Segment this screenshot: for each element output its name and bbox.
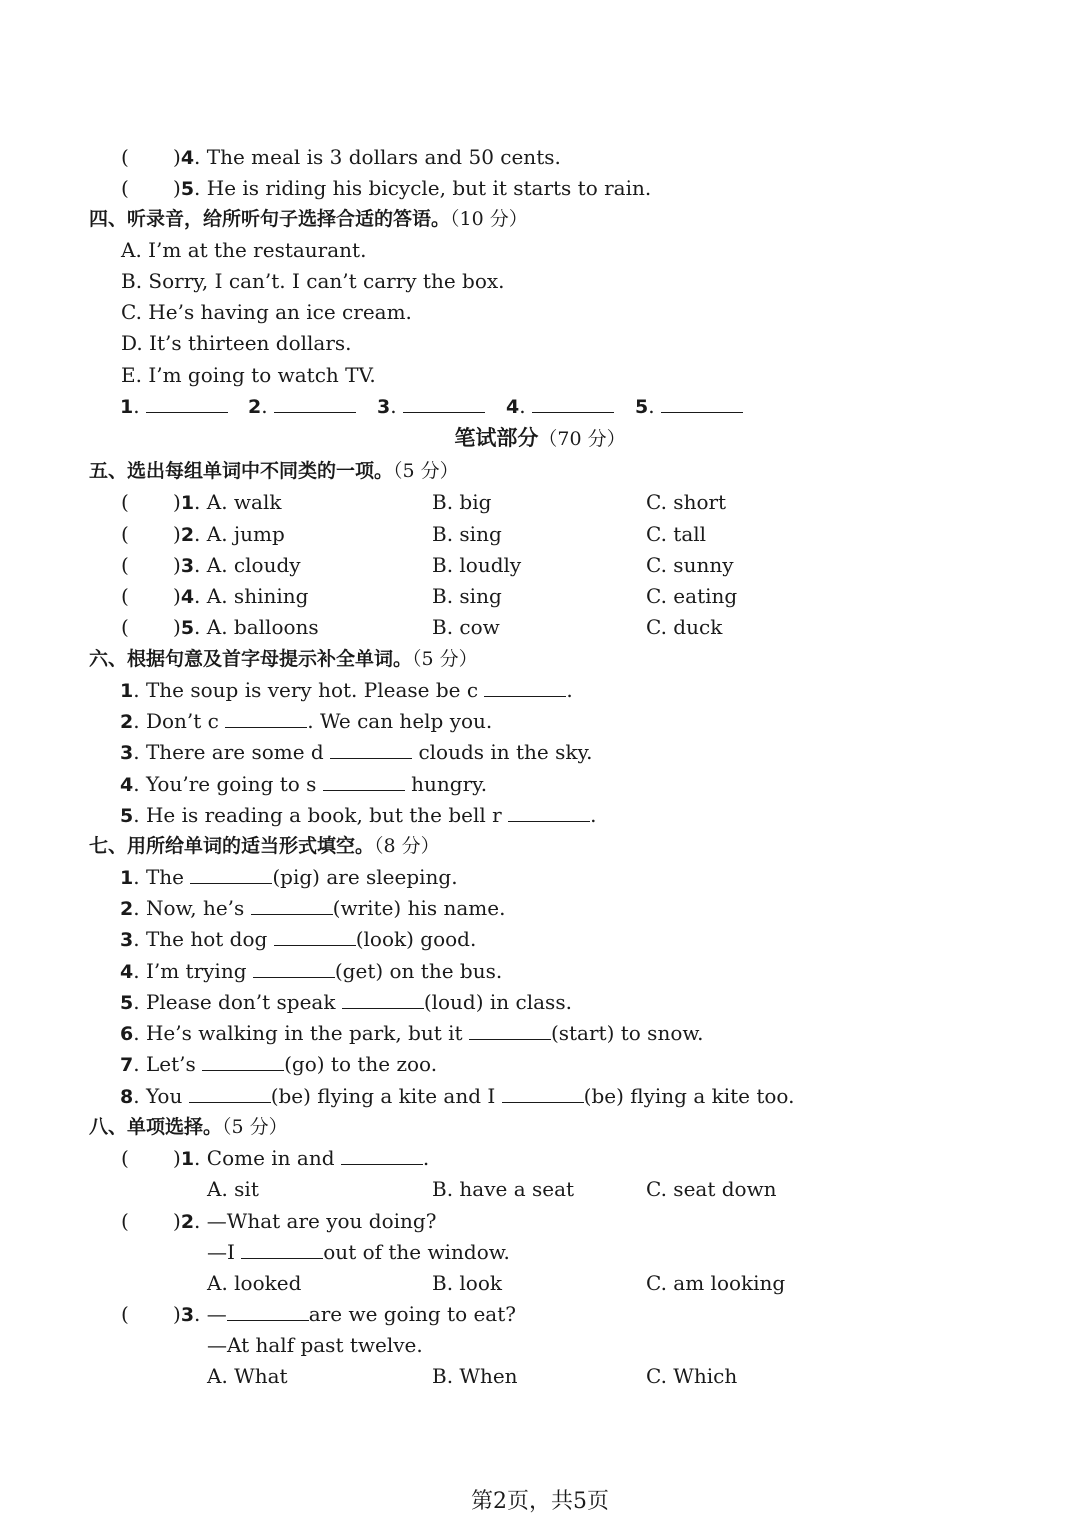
option-b: B. sing [432,522,502,546]
question-text-end: (start) to snow. [550,1021,704,1045]
option-a: A. jump [206,522,285,546]
answer-number: 1 [120,396,134,418]
fill-question: 2. Don’t c . We can help you. [120,709,493,733]
blank-line[interactable] [508,803,590,822]
fill-question: 1. The (pig) are sleeping. [120,865,458,889]
question-number: 5 [180,178,195,200]
question-row: ( )1. A. walk [121,490,282,514]
question-text-end: . [590,803,597,827]
question-line2 [207,1240,510,1264]
question-text-end: are we going to eat? [308,1302,516,1326]
question-text-end: (pig) are sleeping. [272,865,458,889]
question-text: Come in and [206,1146,335,1170]
section-heading-text: 七、用所给单词的适当形式填空。 [89,835,375,857]
blank-line [661,394,743,413]
question-text-end: out of the window. [323,1240,510,1264]
blank-line[interactable] [469,1021,551,1040]
answer-number: 2 [248,396,262,418]
question-text: The [145,865,185,889]
option-a: A. balloons [206,615,319,639]
question-number: 2 [120,711,134,733]
question-text: The meal is 3 dollars and 50 cents. [206,145,561,169]
question-number: 2 [120,898,134,920]
answer-option: B. Sorry, I can’t. I can’t carry the box. [121,269,505,293]
fill-question: 4. I’m trying (get) on the bus. [120,959,503,983]
part-title-text: 笔试部分 [454,426,539,450]
option-c: C. seat down [646,1177,777,1201]
section-points: （5 分） [393,460,459,482]
option-b: B. cow [432,615,500,639]
question-number: 4 [180,147,195,169]
fill-question: 6. He’s walking in the park, but it (start) to snow. [120,1021,704,1045]
blank-line[interactable] [323,772,405,791]
question-number: 6 [120,1023,134,1045]
option-b: B. big [432,490,492,514]
fill-question: 3. There are some d clouds in the sky. [120,740,593,764]
blank-line[interactable] [227,1302,309,1321]
section-heading [89,207,528,231]
section-heading-text: 五、选出每组单词中不同类的一项。 [89,460,394,482]
answer-option: D. It’s thirteen dollars. [121,331,352,355]
section-points: （5 分） [222,1116,288,1138]
section-heading-text: 六、根据句意及首字母提示补全单词。 [89,648,413,670]
question-text: I’m trying [145,959,247,983]
question-text: He is riding his bicycle, but it starts to rain. [206,176,652,200]
option-b: B. loudly [432,553,522,577]
answer-option: A. I’m at the restaurant. [121,238,367,262]
option-a: A. What [207,1364,288,1388]
page-footer: 第2页，共5页 [471,1489,609,1514]
blank-line[interactable] [342,990,424,1009]
question-number: 1 [120,867,134,889]
section-heading-text: 四、听录音，给所听句子选择合适的答语。 [89,208,451,230]
answer-blank-5[interactable]: 5. [635,394,743,419]
fill-question: 3. The hot dog (look) good. [120,927,477,951]
answer-number: 5 [635,396,649,418]
question-number: 1 [120,680,134,702]
blank-line [274,394,356,413]
answer-number: 4 [506,396,520,418]
question-text: — [206,1302,227,1326]
fill-question: 1. The soup is very hot. Please be c . [120,678,573,702]
question-text-end: . [566,678,573,702]
blank-line[interactable] [241,1240,323,1259]
answer-number: 3 [377,396,391,418]
section-points: （8 分） [374,835,440,857]
blank-line[interactable] [502,1084,584,1103]
answer-option: E. I’m going to watch TV. [121,363,376,387]
section-heading [89,834,440,858]
question-text: —What are you doing? [206,1209,437,1233]
question-text-end: (loud) in class. [423,990,572,1014]
question-row: ( )5. He is riding his bicycle, but it starts to rain. [121,176,652,200]
question-text-end: (look) good. [355,927,477,951]
option-b: B. sing [432,584,502,608]
question-number: 4 [180,586,195,608]
option-a: A. shining [206,584,309,608]
question-text-end: (go) to the zoo. [284,1052,438,1076]
question-number: 3 [120,742,134,764]
option-b: B. When [432,1364,518,1388]
question-text: You [145,1084,183,1108]
option-c: C. eating [646,584,738,608]
question-number: 5 [120,992,134,1014]
section-heading [89,1115,288,1139]
section-heading [89,459,459,483]
fill-question: 7. Let’s (go) to the zoo. [120,1052,438,1076]
question-number: 5 [120,805,134,827]
answer-blank-2[interactable]: 2. [248,394,356,419]
section-heading [89,647,478,671]
question-text-mid: (be) flying a kite and I [270,1084,496,1108]
answer-option: C. He’s having an ice cream. [121,300,412,324]
question-text-end: . We can help you. [307,709,493,733]
question-text-end: hungry. [411,772,488,796]
answer-blank-1[interactable]: 1. [120,394,228,419]
question-row: ( )5. A. balloons [121,615,319,639]
blank-line [403,394,485,413]
option-c: C. sunny [646,553,734,577]
part-points: （70 分） [538,428,626,450]
question-number: 2 [180,524,195,546]
fill-question: 2. Now, he’s (write) his name. [120,896,506,920]
question-text: He’s walking in the park, but it [145,1021,463,1045]
question-text-end: . [422,1146,430,1170]
blank-line[interactable] [190,865,272,884]
question-number: 4 [120,961,134,983]
blank-line [532,394,614,413]
answer-blank-4[interactable]: 4. [506,394,614,419]
question-text: The hot dog [145,927,268,951]
fill-question: 5. He is reading a book, but the bell r . [120,803,597,827]
option-c: C. duck [646,615,723,639]
question-row: ( )3. — are we going to eat? [121,1302,516,1326]
section-points: （10 分） [450,208,528,230]
question-text: Don’t c [145,709,219,733]
question-number: 3 [180,555,195,577]
question-text: Let’s [145,1052,196,1076]
blank-line[interactable] [189,1084,271,1103]
blank-line[interactable] [484,678,566,697]
question-text: Please don’t speak [145,990,336,1014]
question-text: Now, he’s [145,896,245,920]
section-points: （5 分） [412,648,478,670]
blank-line[interactable] [251,896,333,915]
question-text: You’re going to s [145,772,317,796]
blank-line[interactable] [202,1052,284,1071]
question-number: 2 [180,1211,195,1233]
question-text: There are some d [145,740,324,764]
option-c: C. Which [646,1364,738,1388]
blank-line[interactable] [253,959,335,978]
question-number: 7 [120,1054,134,1076]
question-text-end: (be) flying a kite too. [583,1084,795,1108]
option-a: A. sit [207,1177,259,1201]
option-a: A. cloudy [206,553,301,577]
part-title [0,426,1080,451]
question-row: ( )4. A. shining [121,584,309,608]
question-number: 5 [180,617,195,639]
question-text: The soup is very hot. Please be c [145,678,479,702]
question-number: 1 [180,1148,195,1170]
option-c: C. short [646,490,727,514]
question-row: ( )2. A. jump [121,522,285,546]
question-row: ( )2. —What are you doing? [121,1209,437,1233]
blank-line[interactable] [274,927,356,946]
section-heading-text: 八、单项选择。 [89,1116,223,1138]
blank-line[interactable] [341,1146,423,1165]
question-text-end: (get) on the bus. [334,959,503,983]
option-c: C. am looking [646,1271,786,1295]
question-number: 3 [120,929,134,951]
option-a: A. looked [207,1271,302,1295]
question-text-end: (write) his name. [332,896,506,920]
question-number: 3 [180,1304,195,1326]
blank-line[interactable] [225,709,307,728]
question-text-end: clouds in the sky. [418,740,593,764]
option-c: C. tall [646,522,707,546]
question-row: ( )3. A. cloudy [121,553,301,577]
blank-line[interactable] [330,740,412,759]
question-number: 8 [120,1086,134,1108]
option-a: A. walk [206,490,282,514]
fill-question: 5. Please don’t speak (loud) in class. [120,990,572,1014]
question-text: He is reading a book, but the bell r [145,803,502,827]
question-text: —I [207,1240,235,1264]
question-line2: —At half past twelve. [207,1333,423,1357]
question-row: ( )1. Come in and . [121,1146,430,1170]
fill-question: 4. You’re going to s hungry. [120,772,488,796]
option-b: B. look [432,1271,503,1295]
blank-line [146,394,228,413]
question-row: ( )4. The meal is 3 dollars and 50 cents. [121,145,561,169]
fill-question: 8. You (be) flying a kite and I (be) flying a kite too. [120,1084,795,1108]
answer-blank-3[interactable]: 3. [377,394,485,419]
question-number: 4 [120,774,134,796]
option-b: B. have a seat [432,1177,575,1201]
question-number: 1 [180,492,195,514]
